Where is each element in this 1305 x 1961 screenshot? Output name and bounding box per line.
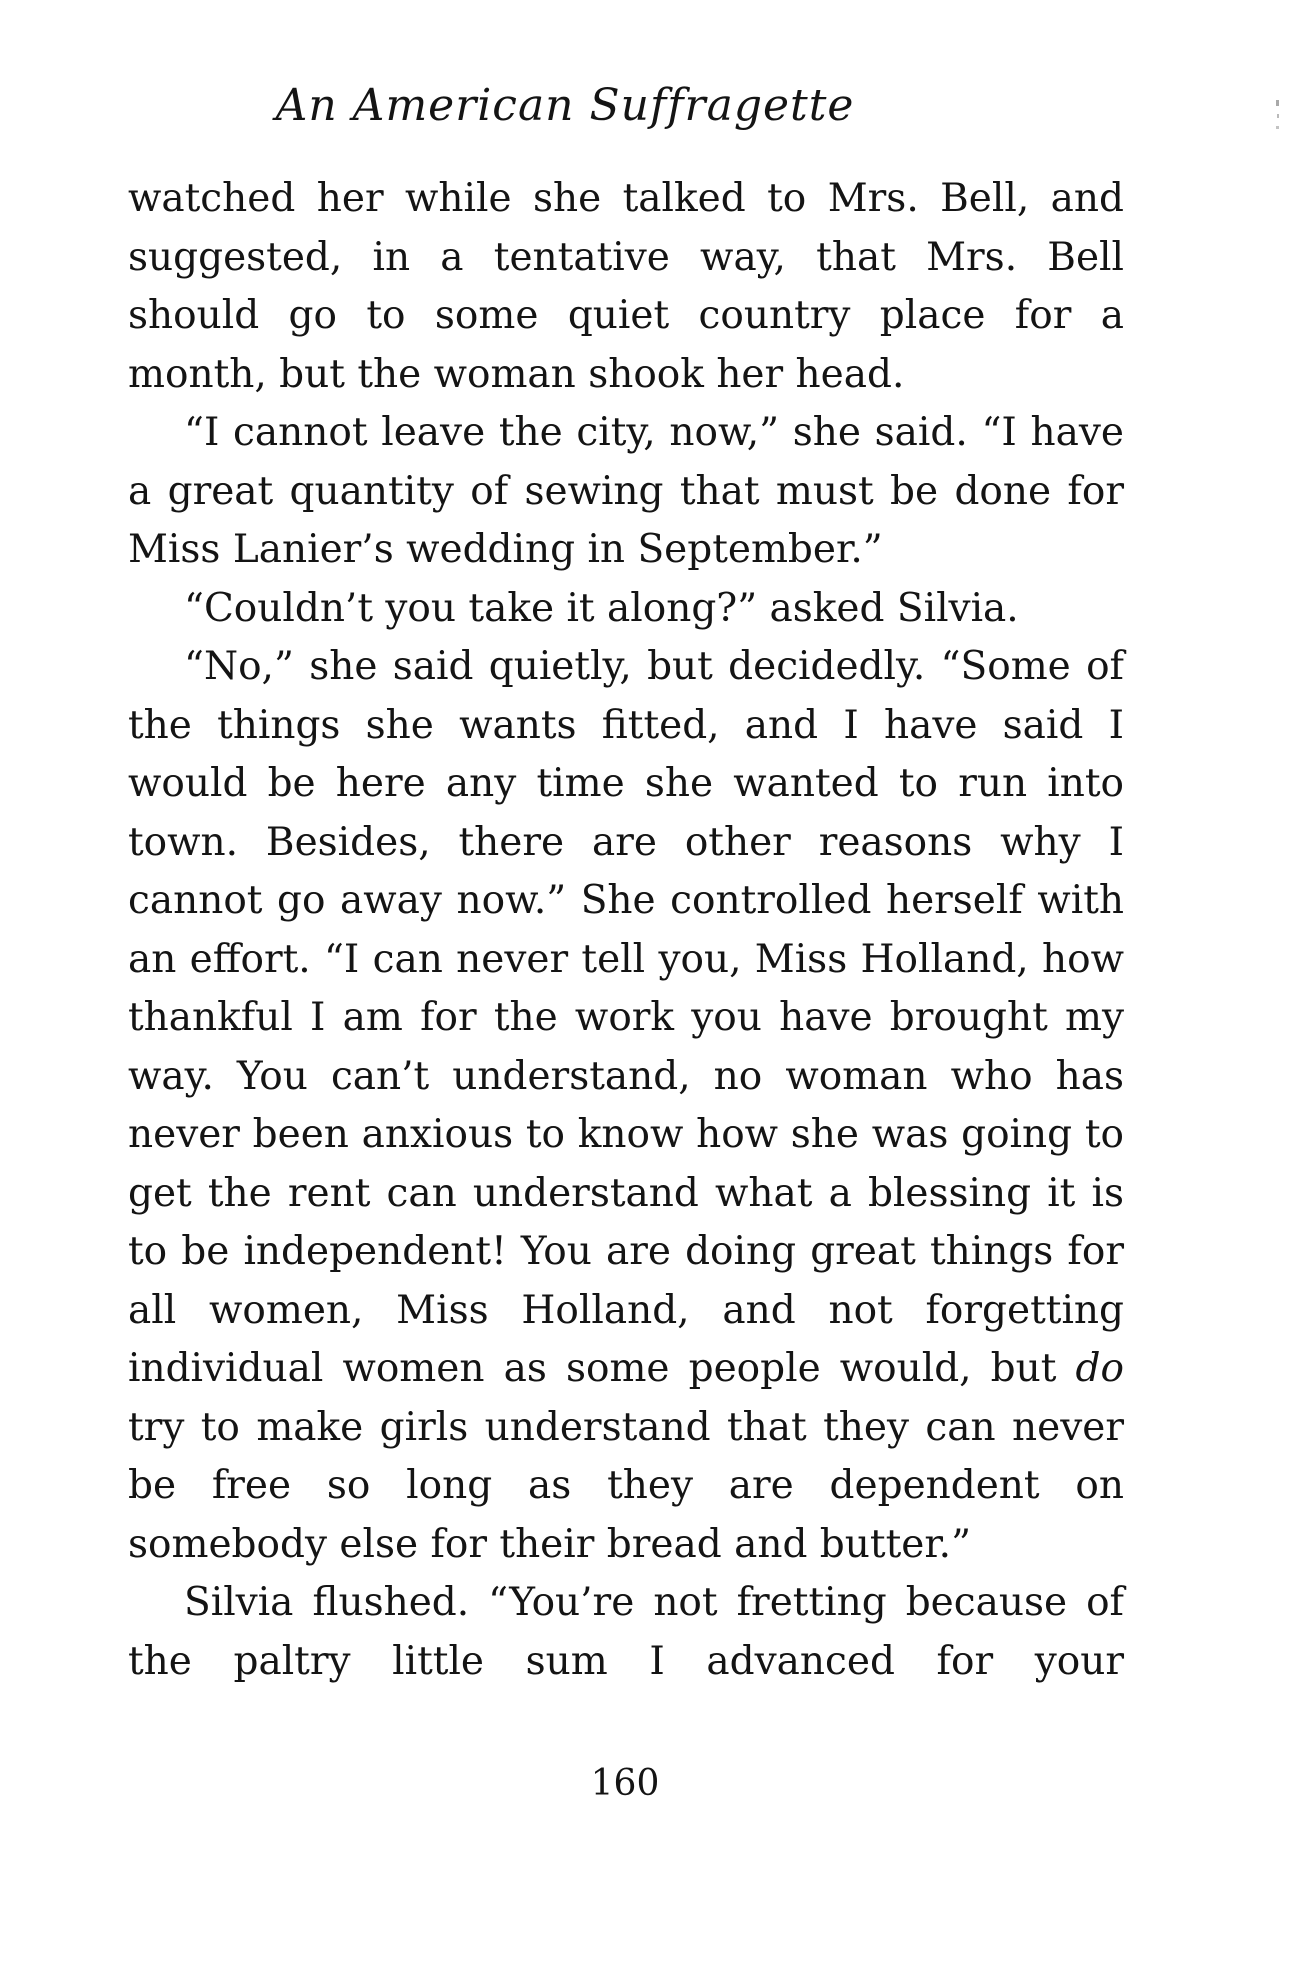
- paragraph-dialogue: [128, 638, 1124, 1574]
- paragraph-text: try to make girls understand that they can never be free so long as they are dependent on somebody else for their bread and butter.”: [128, 1404, 1124, 1567]
- paragraph-continued: watched her while she talked to Mrs. Bell, and suggested, in a tentative way, that Mrs. Bell should go to some quiet country place for a month, but the woman shook her head.: [128, 176, 1124, 397]
- margin-speck-icon: [1274, 100, 1282, 160]
- body-text: [128, 170, 1124, 1691]
- emphasized-word: do: [1075, 1346, 1124, 1391]
- page-number: 160: [590, 1763, 660, 1804]
- paragraph-dialogue: “I cannot leave the city, now,” she said. “I have a great quantity of sewing that must be done for Miss Lanier’s wedding in September.”: [128, 410, 1124, 572]
- paragraph-text: “No,” she said quietly, but decidedly. “Some of the things she wants fitted, and I have said I would be here any time she wanted to run into town. Besides, there are other reasons why I cannot go away now.” She controlled herself with an effort. “I can never tell you, Miss Holland, how thankful I am for the work you have brought my way. You can’t understand, no woman who has never been anxious to know how she was going to get the rent can understand what a blessing it is to be independent! You are doing great things for all women, Miss Holland, and not forgetting individual women as some people would, but: [128, 644, 1124, 1391]
- paragraph-dialogue: Silvia flushed. “You’re not fretting because of the paltry little sum I advanced for your: [128, 1580, 1124, 1684]
- running-head: An American Suffragette: [275, 80, 855, 131]
- paragraph-dialogue: “Couldn’t you take it along?” asked Silvia.: [184, 585, 1019, 631]
